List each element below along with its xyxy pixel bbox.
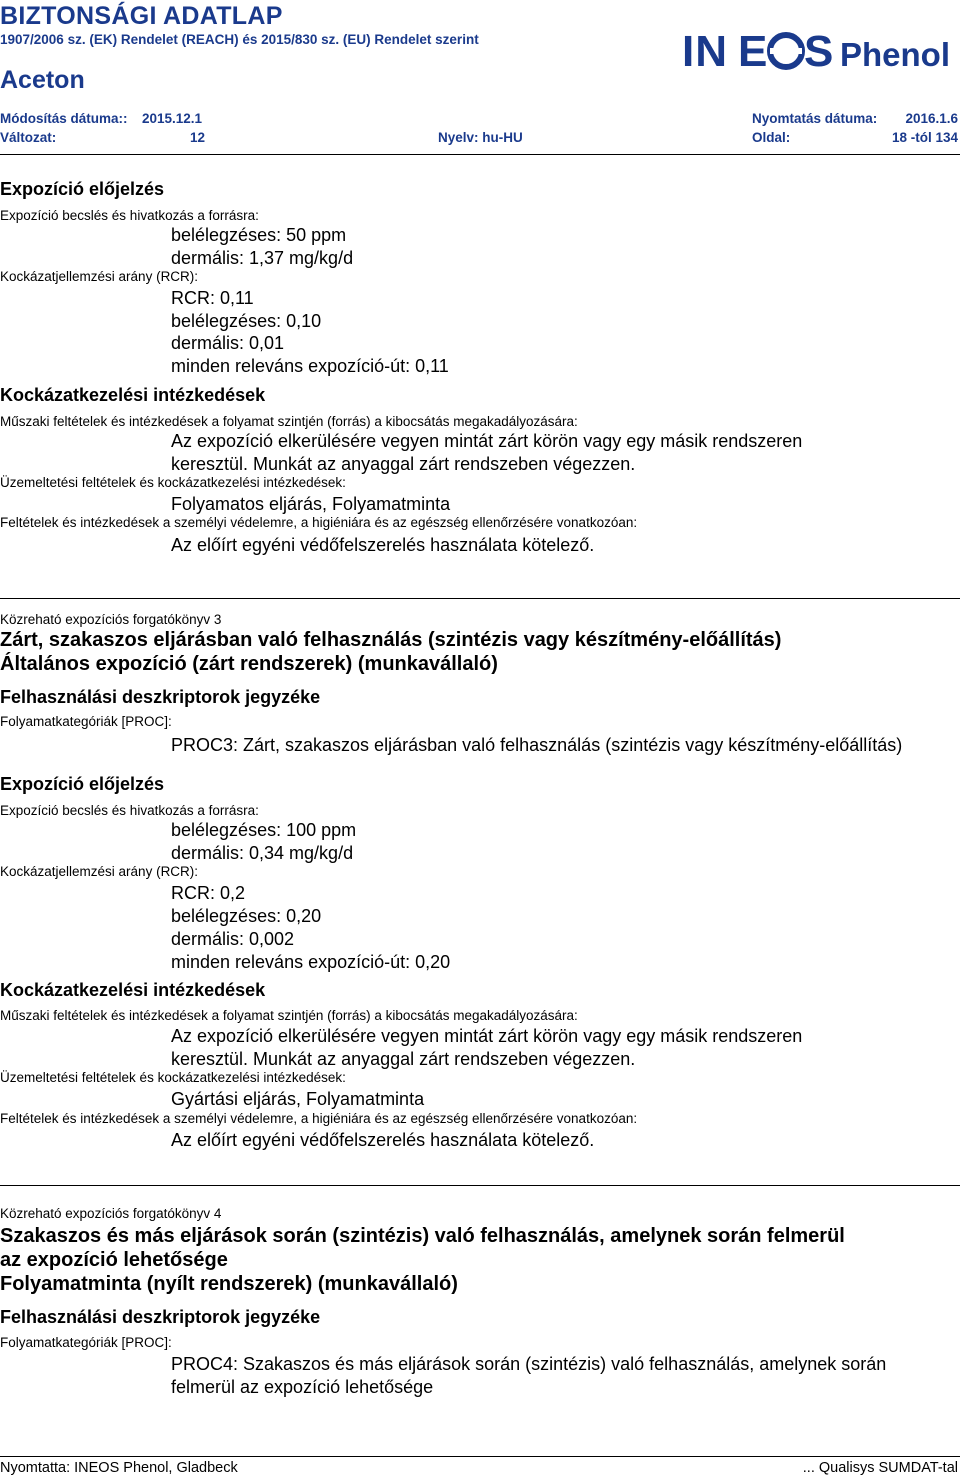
substance-name: Aceton bbox=[0, 66, 85, 94]
scenario-title: Általános expozíció (zárt rendszerek) (munkavállaló) bbox=[0, 653, 498, 675]
org-label: Üzemeltetési feltételek és kockázatkezelési intézkedések: bbox=[0, 475, 346, 490]
scenario-title: Folyamatminta (nyílt rendszerek) (munkavállaló) bbox=[0, 1273, 458, 1295]
scenario-title: Szakaszos és más eljárások során (szintézis) való felhasználás, amelynek során felmerül bbox=[0, 1225, 845, 1247]
footer-software: ... Qualisys SUMDAT-tal bbox=[802, 1460, 958, 1476]
proc-value: PROC3: Zárt, szakaszos eljárásban való felhasználás (szintézis vagy készítmény-előállítás) bbox=[171, 735, 903, 755]
rcr-value: dermális: 0,01 bbox=[171, 333, 285, 353]
scenario-label: Közreható expozíciós forgatókönyv 3 bbox=[0, 612, 222, 627]
rcr-value: dermális: 0,002 bbox=[171, 929, 295, 949]
header-divider bbox=[0, 154, 960, 155]
estimate-value: dermális: 1,37 mg/kg/d bbox=[171, 248, 354, 268]
footer-divider bbox=[0, 1456, 960, 1457]
exposure-heading: Expozíció előjelzés bbox=[0, 774, 165, 794]
org-value: Gyártási eljárás, Folyamatminta bbox=[171, 1089, 425, 1109]
modified-label: Módosítás dátuma:: bbox=[0, 111, 128, 126]
tech-label: Műszaki feltételek és intézkedések a folyamat szintjén (forrás) a kibocsátás megakadályozására: bbox=[0, 1008, 578, 1023]
tech-label: Műszaki feltételek és intézkedések a folyamat szintjén (forrás) a kibocsátás megakadályozására: bbox=[0, 414, 578, 429]
rcr-label: Kockázatjellemzési arány (RCR): bbox=[0, 269, 199, 284]
svg-text:IN: IN bbox=[682, 28, 728, 74]
exposure-heading: Expozíció előjelzés bbox=[0, 179, 165, 199]
proc-value: PROC4: Szakaszos és más eljárások során (szintézis) való felhasználás, amelynek során bbox=[171, 1354, 887, 1374]
ineos-phenol-logo bbox=[682, 28, 958, 79]
document-title: BIZTONSÁGI ADATLAP bbox=[0, 2, 283, 30]
ppe-value: Az előírt egyéni védőfelszerelés használata kötelező. bbox=[171, 535, 595, 555]
scenario-title: Zárt, szakaszos eljárásban való felhasználás (szintézis vagy készítmény-előállítás) bbox=[0, 629, 782, 651]
tech-value: Az expozíció elkerülésére vegyen mintát zárt körön vagy egy másik rendszeren bbox=[171, 431, 803, 451]
scenario-title: az expozíció lehetősége bbox=[0, 1249, 228, 1271]
tech-value: keresztül. Munkát az anyaggal zárt rendszeben végezzen. bbox=[171, 454, 636, 474]
svg-text:E: E bbox=[738, 28, 768, 74]
ppe-value: Az előírt egyéni védőfelszerelés használata kötelező. bbox=[171, 1130, 595, 1150]
page-label: Oldal: bbox=[752, 130, 791, 145]
language-label: Nyelv: hu-HU bbox=[438, 130, 523, 145]
org-label: Üzemeltetési feltételek és kockázatkezelési intézkedések: bbox=[0, 1070, 346, 1085]
section-divider bbox=[0, 1185, 960, 1186]
footer-printed-by: Nyomtatta: INEOS Phenol, Gladbeck bbox=[0, 1460, 238, 1476]
rcr-value: RCR: 0,2 bbox=[171, 883, 246, 903]
risk-heading: Kockázatkezelési intézkedések bbox=[0, 980, 266, 1000]
version-label: Változat: bbox=[0, 130, 57, 145]
rcr-label: Kockázatjellemzési arány (RCR): bbox=[0, 864, 199, 879]
tech-value: keresztül. Munkát az anyaggal zárt rendszeben végezzen. bbox=[171, 1049, 636, 1069]
proc-label: Folyamatkategóriák [PROC]: bbox=[0, 1335, 172, 1350]
rcr-value: RCR: 0,11 bbox=[171, 288, 254, 308]
print-date-value: 2016.1.6 bbox=[905, 111, 958, 126]
ppe-label: Feltételek és intézkedések a személyi védelemre, a higiéniára és az egészség ellenőrzésére vonatkozóan: bbox=[0, 1111, 638, 1126]
estimate-label: Expozíció becslés és hivatkozás a forrásra: bbox=[0, 208, 259, 223]
page-value: 18 -tól 134 bbox=[891, 130, 958, 145]
scenario-label: Közreható expozíciós forgatókönyv 4 bbox=[0, 1206, 222, 1221]
svg-text:S: S bbox=[804, 28, 834, 74]
tech-value: Az expozíció elkerülésére vegyen mintát zárt körön vagy egy másik rendszeren bbox=[171, 1026, 803, 1046]
proc-value: felmerül az expozíció lehetősége bbox=[171, 1377, 434, 1397]
estimate-value: belélegzéses: 50 ppm bbox=[171, 225, 347, 245]
estimate-value: belélegzéses: 100 ppm bbox=[171, 820, 357, 840]
org-value: Folyamatos eljárás, Folyamatminta bbox=[171, 494, 451, 514]
svg-text:Phenol: Phenol bbox=[840, 36, 951, 73]
estimate-label: Expozíció becslés és hivatkozás a forrásra: bbox=[0, 803, 259, 818]
descriptor-heading: Felhasználási deszkriptorok jegyzéke bbox=[0, 687, 321, 707]
version-value: 12 bbox=[190, 130, 206, 145]
risk-heading: Kockázatkezelési intézkedések bbox=[0, 385, 266, 405]
rcr-value: belélegzéses: 0,20 bbox=[171, 906, 322, 926]
rcr-value: belélegzéses: 0,10 bbox=[171, 311, 322, 331]
print-date-label: Nyomtatás dátuma: bbox=[752, 111, 878, 126]
modified-value: 2015.12.1 bbox=[142, 111, 203, 126]
proc-label: Folyamatkategóriák [PROC]: bbox=[0, 714, 172, 729]
rcr-value: minden releváns expozíció-út: 0,11 bbox=[171, 356, 449, 376]
section-divider bbox=[0, 598, 960, 599]
estimate-value: dermális: 0,34 mg/kg/d bbox=[171, 843, 354, 863]
regulation-reference: 1907/2006 sz. (EK) Rendelet (REACH) és 2015/830 sz. (EU) Rendelet szerint bbox=[0, 32, 479, 47]
ppe-label: Feltételek és intézkedések a személyi védelemre, a higiéniára és az egészség ellenőrzésére vonatkozóan: bbox=[0, 515, 638, 530]
descriptor-heading: Felhasználási deszkriptorok jegyzéke bbox=[0, 1307, 321, 1327]
rcr-value: minden releváns expozíció-út: 0,20 bbox=[171, 952, 451, 972]
